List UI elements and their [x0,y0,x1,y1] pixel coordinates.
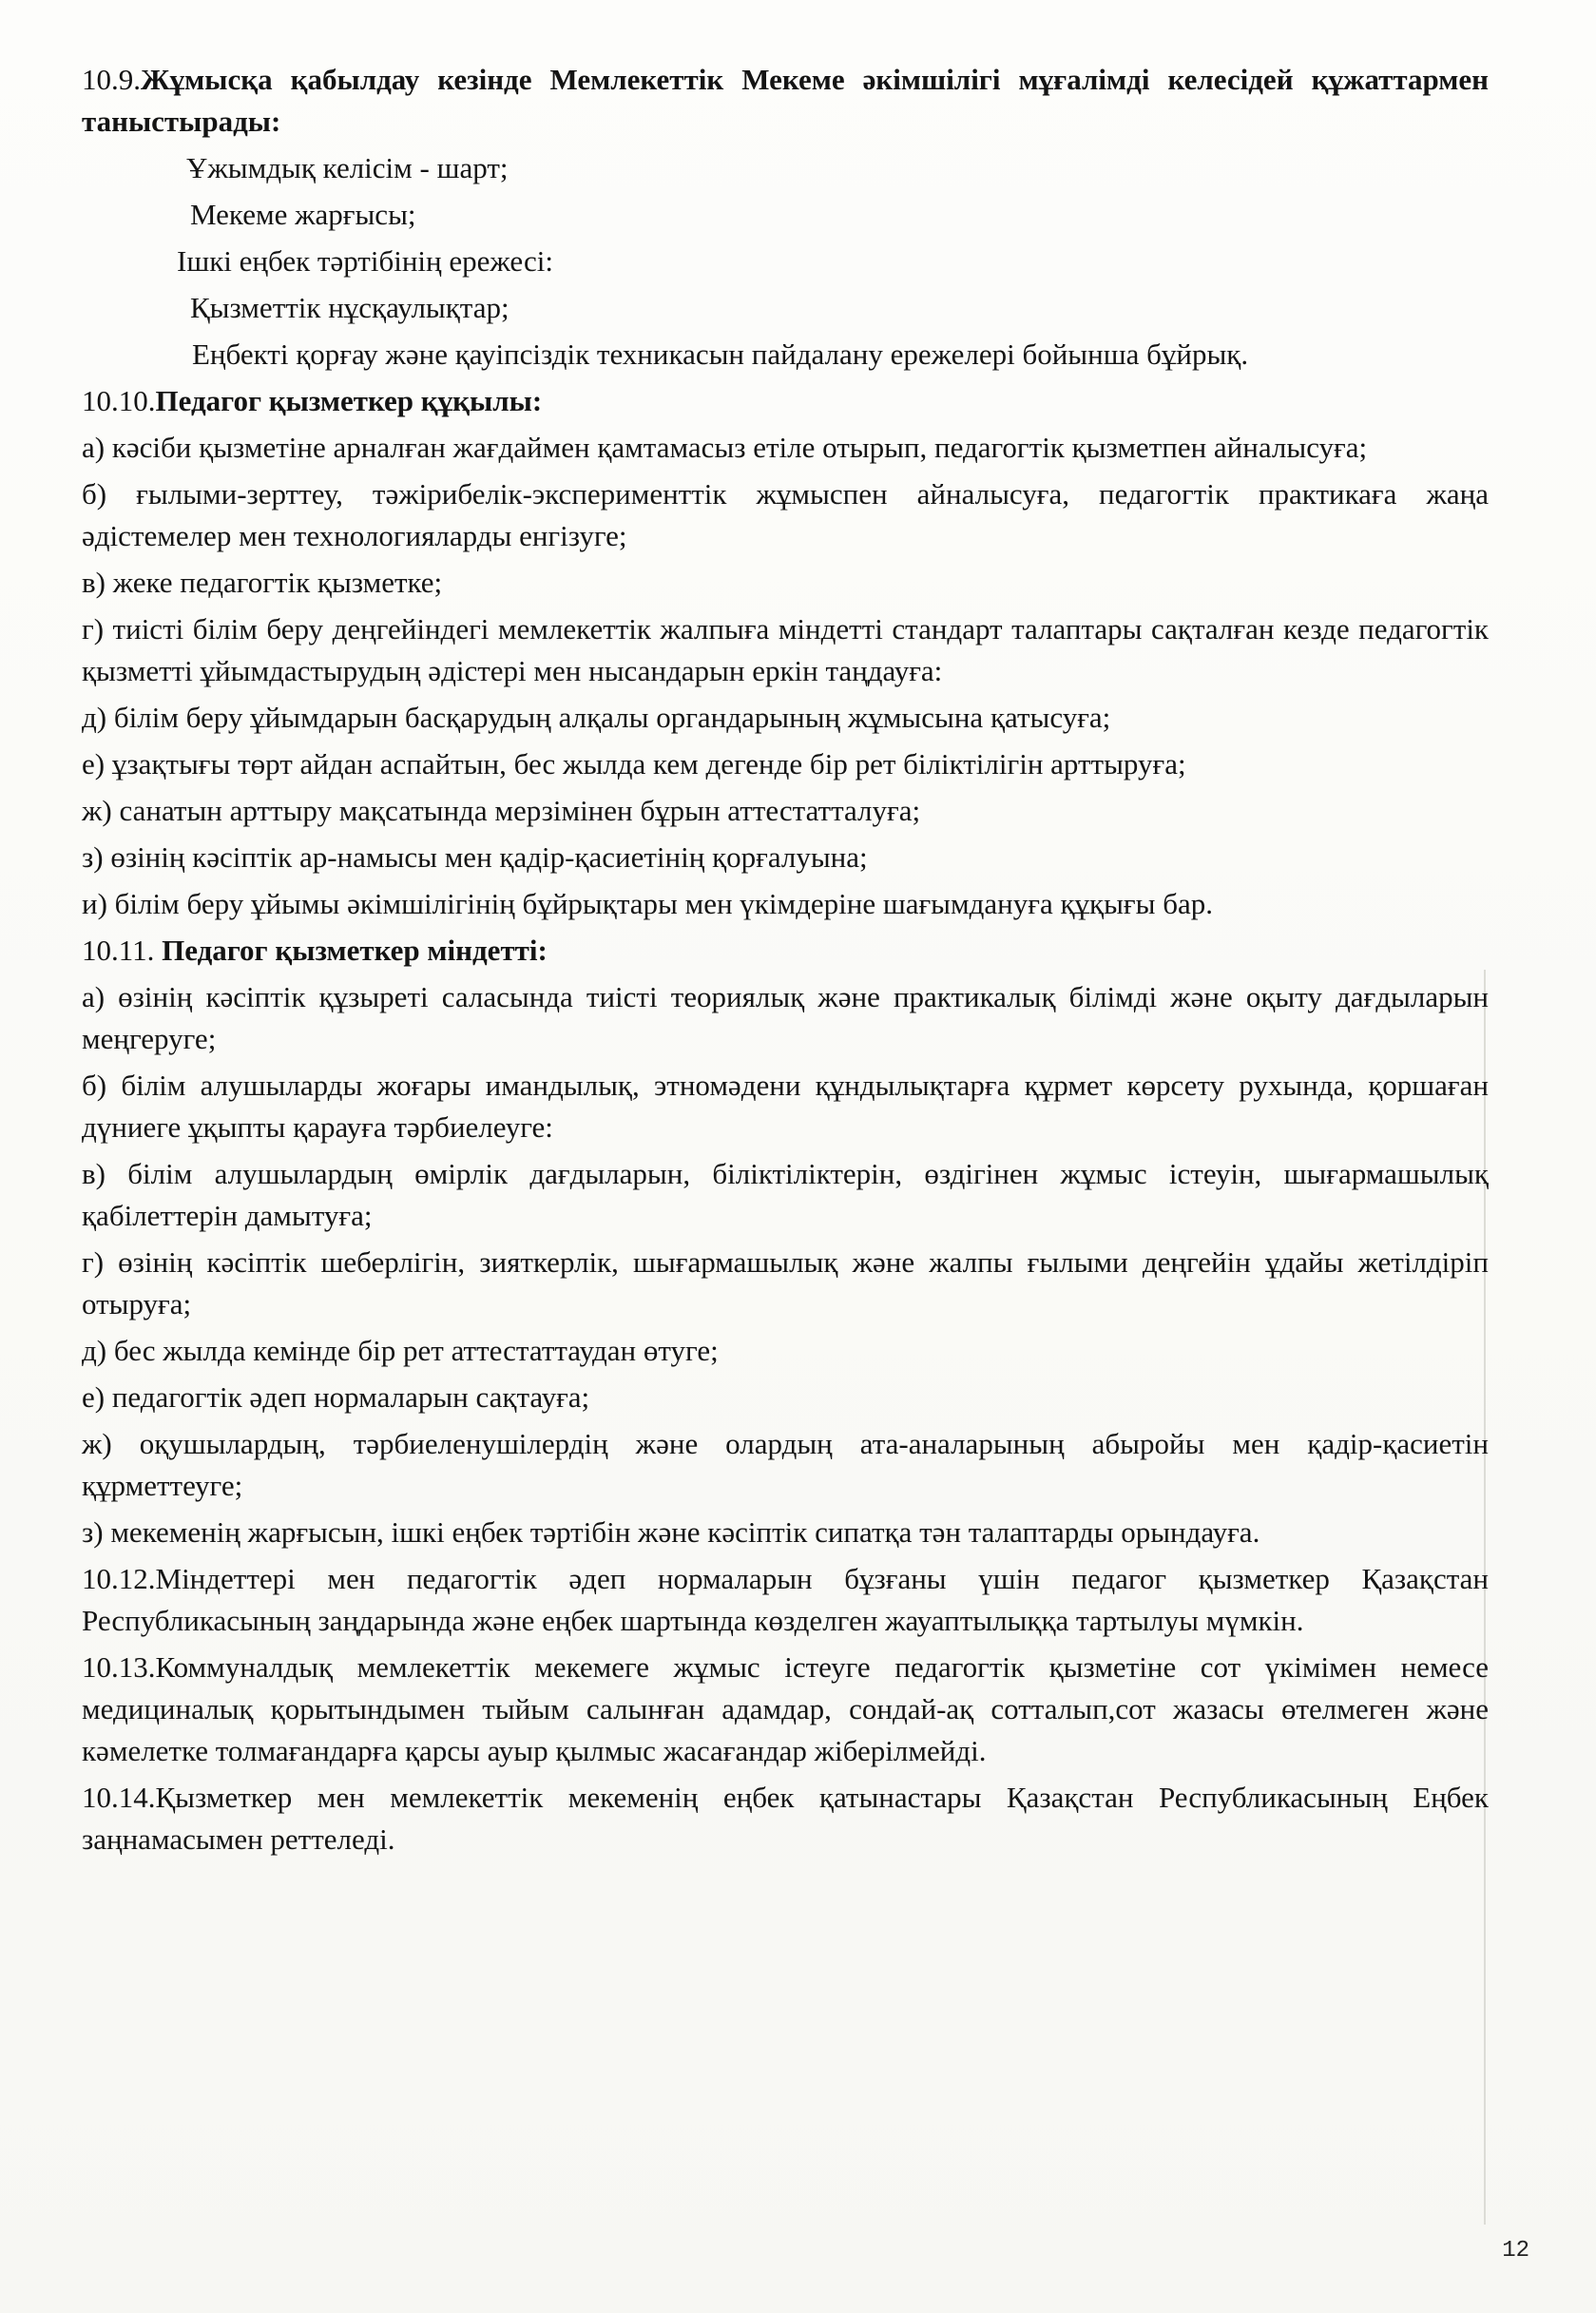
list-item: е) педагогтік әдеп нормаларын сақтауға; [82,1380,590,1414]
list-item: д) білім беру ұйымдарын басқарудың алқалы органдарының жұмысына қатысуға; [82,701,1111,734]
list-item: з) мекеменің жарғысын, ішкі еңбек тәртібін және кәсіптік сипатқа тән талаптарды орындауға. [82,1515,1260,1549]
list-item: ж) санатын арттыру мақсатында мерзімінен бұрын аттестатталуға; [82,794,921,827]
list-item: з) өзінің кәсіптік ар-намысы мен қадір-қасиетінің қорғалуына; [82,840,868,874]
section-number: 10.13. [82,1650,156,1684]
list-item: а) кәсіби қызметіне арналған жағдаймен қамтамасыз етіле отырып, педагогтік қызметпен айналысуға; [82,431,1368,464]
section-text: Қызметкер мен мемлекеттік мекеменің еңбек қатынастары Қазақстан Республикасының Еңбек заңнамасымен реттеледі. [82,1781,1489,1856]
section-text: Коммуналдық мемлекеттік мекемеге жұмыс істеуге педагогтік қызметіне сот үкімімен немесе медициналық қорытындымен тыйым салынған адамдар, сондай-ақ сотталып,сот жазасы өтелмеген және кәмелетке толмағандарға қарсы ауыр қылмыс жасағандар жіберілмейді. [82,1650,1489,1767]
list-item: Ұжымдық келісім - шарт; [186,151,509,184]
section-text: Міндеттері мен педагогтік әдеп нормаларын бұзғаны үшін педагог қызметкер Қазақстан Республикасының заңдарында және еңбек шартында көзделген жауаптылыққа тартылуы мүмкін. [82,1562,1489,1637]
section-title: Педагог қызметкер міндетті: [162,934,548,967]
section-10-14 [82,1777,1489,1860]
list-item: в) білім алушылардың өмірлік дағдыларын, біліктіліктерін, өздігінен жұмыс істеуін, шығармашылық қабілеттерін дамытуға; [82,1157,1489,1232]
list-item: и) білім беру ұйымы әкімшілігінің бұйрықтары мен үкімдеріне шағымдануға құқығы бар. [82,887,1213,920]
list-item: Ішкі еңбек тәртібінің ережесі: [177,244,553,278]
list-item: б) ғылыми-зерттеу, тәжірибелік-эксперименттік жұмыспен айналысуға, педагогтік практикаға жаңа әдістемелер мен технологияларды енгізуге; [82,477,1489,552]
list-item: г) өзінің кәсіптік шеберлігін, зияткерлік, шығармашылық және жалпы ғылыми деңгейін ұдайы жетілдіріп отыруға; [82,1245,1489,1320]
list-item: а) өзінің кәсіптік құзыреті саласында тиісті теориялық және практикалық білімді және оқыту дағдыларын меңгеруге; [82,980,1489,1055]
list-item: д) бес жылда кемінде бір рет аттестаттаудан өтуге; [82,1334,719,1367]
section-number: 10.9. [82,63,141,96]
section-number: 10.11. [82,934,163,967]
section-number: 10.14. [82,1781,156,1814]
section-title: Жұмысқа қабылдау кезінде Мемлекеттік Мекеме әкімшілігі мұғалімді келесідей құжаттармен таныстырады: [82,63,1489,138]
section-10-10-heading [82,380,1489,422]
section-10-9-heading [82,59,1489,143]
section-10-12 [82,1558,1489,1642]
section-title: Педагог қызметкер құқылы: [155,384,543,417]
list-item: г) тиісті білім беру деңгейіндегі мемлекеттік жалпыға міндетті стандарт талаптары сақталған кезде педагогтік қызметті ұйымдастырудың әдістері мен нысандарын еркін таңдауға: [82,612,1489,687]
list-item: б) білім алушыларды жоғары имандылық, этномәдени құндылықтарға құрмет көрсету рухында, қоршаған дүниеге ұқыпты қарауға тәрбиелеуге: [82,1069,1489,1144]
document-body [82,59,1489,1865]
list-item: е) ұзақтығы төрт айдан аспайтын, бес жылда кем дегенде бір рет біліктілігін арттыруға; [82,747,1186,781]
list-item: ж) оқушылардың, тәрбиеленушілердің және олардың ата-аналарының абыройы мен қадір-қасиетін құрметтеуге; [82,1427,1489,1502]
section-number: 10.10. [82,384,156,417]
list-item: Еңбекті қорғау және қауіпсіздік техникасын пайдалану ережелері бойынша бұйрық. [192,337,1249,371]
list-item: Мекеме жарғысы; [190,198,416,231]
section-10-11-heading [82,930,1489,972]
list-item: Қызметтік нұсқаулықтар; [190,291,510,324]
list-item: в) жеке педагогтік қызметке; [82,566,443,599]
page-number: 12 [1502,2238,1529,2264]
section-10-13 [82,1647,1489,1772]
section-number: 10.12. [82,1562,156,1595]
